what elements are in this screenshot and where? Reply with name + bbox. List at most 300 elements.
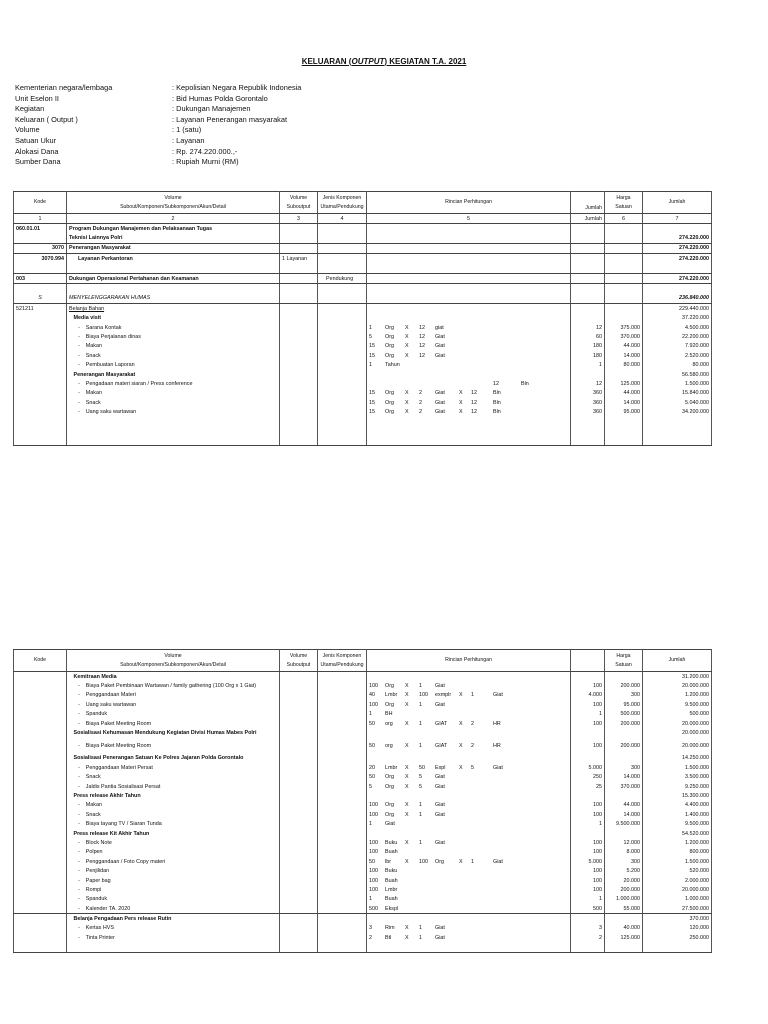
rincian-jumlah-cell — [571, 754, 605, 763]
rincian-token: X — [405, 783, 409, 790]
jumlah-cell: 9.500.000 — [643, 819, 712, 828]
harga-satuan-cell: 14.000 — [605, 810, 643, 819]
jumlah-cell: 1.500.000 — [643, 763, 712, 772]
harga-satuan-cell — [605, 426, 643, 435]
harga-satuan-cell: 500.000 — [605, 710, 643, 719]
jumlah-cell: 500.000 — [643, 710, 712, 719]
rincian-token: X — [405, 390, 409, 397]
table-row — [14, 819, 712, 828]
rincian-token: 100 — [369, 886, 378, 893]
jumlah-cell: 250.000 — [643, 933, 712, 942]
volume-suboutput-cell — [280, 398, 318, 407]
rincian-token: 50 — [419, 764, 425, 771]
rincian-token: Org — [385, 409, 394, 416]
rincian-token — [547, 821, 568, 827]
volume-suboutput-cell — [280, 791, 318, 800]
jenis-komponen-cell — [318, 773, 367, 782]
rincian-jumlah-cell — [571, 426, 605, 435]
rincian-header — [367, 192, 571, 214]
rincian-token: 100 — [369, 811, 378, 818]
rincian-jumlah-cell: 100 — [571, 810, 605, 819]
jumlah-header-text: Jumlah — [668, 199, 686, 205]
jumlah-cell: 236.840.000 — [643, 294, 712, 304]
rincian-jumlah-cell: 500 — [571, 904, 605, 914]
jenis-komponen-cell — [318, 943, 367, 953]
volume-suboutput-cell — [280, 233, 318, 243]
table-row — [14, 360, 712, 369]
jenis-komponen-cell — [318, 370, 367, 379]
jenis-komponen-cell — [318, 691, 367, 700]
kode-cell — [14, 728, 67, 737]
rincian-token — [521, 896, 547, 902]
uraian-text: - Biaya Perjalanan dinas — [69, 333, 141, 340]
harga-satuan-cell — [605, 914, 643, 924]
jenis-komponen-cell — [318, 754, 367, 763]
harga-satuan-cell — [605, 417, 643, 426]
rincian-token: 12 — [419, 352, 425, 359]
kode-cell — [14, 700, 67, 709]
rincian-token: 1 — [419, 701, 422, 708]
rincian-token: X — [405, 934, 409, 941]
rincian-token — [471, 878, 493, 884]
rincian-token: X — [405, 742, 409, 749]
rincian-jumlah-cell — [571, 294, 605, 304]
rincian-token: Org — [385, 774, 394, 781]
rincian-token: exmplr — [435, 692, 452, 699]
harga-satuan-header-text: Satuan — [615, 203, 632, 210]
rincian-token — [471, 784, 493, 790]
rincian-token: Expl — [435, 764, 446, 771]
rincian-token: Org — [385, 333, 394, 340]
rincian-jumlah-cell — [571, 943, 605, 953]
kode-cell: 003 — [14, 273, 67, 283]
meta-value: : Dukungan Manajemen — [172, 104, 251, 114]
rincian-jumlah-cell — [571, 314, 605, 323]
harga-satuan-cell: 370.000 — [605, 782, 643, 791]
uraian-text: Kemitraan Media — [69, 673, 117, 680]
jumlah-cell — [643, 264, 712, 274]
rincian-token — [435, 711, 459, 717]
rincian-token — [471, 925, 493, 931]
rincian-cell — [367, 810, 571, 819]
rincian-jumlah-cell — [571, 914, 605, 924]
rincian-token: X — [459, 764, 463, 771]
rincian-token — [493, 906, 521, 912]
rincian-cell — [367, 763, 571, 772]
uraian-text: Sosialisasi Kehumasan Mendukung Kegiatan Divisi Humas Mabes Polri — [69, 730, 257, 737]
rincian-token: X — [405, 925, 409, 932]
table-row — [14, 379, 712, 388]
volume-suboutput-cell — [280, 700, 318, 709]
jumlah-cell: 520.000 — [643, 866, 712, 875]
rincian-token — [405, 381, 419, 387]
volume-suboutput-cell — [280, 243, 318, 253]
rincian-token — [521, 343, 547, 349]
table-row — [14, 943, 712, 953]
rincian-token — [493, 343, 521, 349]
kode-cell — [14, 426, 67, 435]
rincian-token — [459, 906, 471, 912]
table-row — [14, 398, 712, 407]
rincian-token — [459, 878, 471, 884]
jenis-komponen-cell: Pendukung — [318, 273, 367, 283]
rincian-jumlah-cell: 100 — [571, 801, 605, 810]
rincian-jumlah-cell: 1 — [571, 710, 605, 719]
uraian-cell — [67, 398, 280, 407]
rincian-cell — [367, 323, 571, 332]
jenis-komponen-header-text: Utama/Pendukung — [320, 203, 364, 210]
kode-cell — [14, 389, 67, 398]
rincian-token: Giat — [493, 692, 503, 699]
rincian-header-text: Rincian Perhitungan — [445, 199, 492, 205]
table-row — [14, 904, 712, 914]
rincian-token: 1 — [419, 683, 422, 690]
rincian-cell — [367, 801, 571, 810]
kode-cell — [14, 885, 67, 894]
rincian-cell — [367, 426, 571, 435]
rincian-token — [521, 935, 547, 941]
uraian-text: - Penggandaan / Foto Copy materi — [69, 858, 166, 865]
rincian-token — [471, 821, 493, 827]
kode-cell — [14, 332, 67, 341]
rincian-token — [471, 381, 493, 387]
kode-cell — [14, 672, 67, 682]
uraian-text: - Rompi — [69, 886, 102, 893]
jumlah-cell: 15.840.000 — [643, 389, 712, 398]
jenis-komponen-cell — [318, 857, 367, 866]
volume-suboutput-cell — [280, 360, 318, 369]
volume-suboutput-cell — [280, 436, 318, 446]
rincian-token: org — [385, 742, 393, 749]
rincian-token — [471, 896, 493, 902]
kode-cell: 3070 — [14, 243, 67, 253]
rincian-token — [459, 325, 471, 331]
uraian-text: - Snack — [69, 399, 101, 406]
rincian-cell — [367, 773, 571, 782]
rincian-token — [493, 821, 521, 827]
volume-suboutput-cell — [280, 754, 318, 763]
rincian-token — [547, 868, 568, 874]
rincian-token: Giat — [435, 811, 445, 818]
kode-cell — [14, 738, 67, 754]
rincian-token: HR — [493, 742, 501, 749]
harga-satuan-cell: 125.000 — [605, 933, 643, 942]
jenis-komponen-cell — [318, 360, 367, 369]
rincian-jumlah-cell — [571, 829, 605, 838]
kode-cell — [14, 284, 67, 294]
rincian-token — [471, 868, 493, 874]
rincian-jumlah-cell: 360 — [571, 398, 605, 407]
uraian-text: - Uang saku wartawan — [69, 409, 137, 416]
rincian-token: GIAT — [435, 720, 448, 727]
table-row — [14, 264, 712, 274]
uraian-cell — [67, 738, 280, 754]
uraian-text: - Penggandaan Materi — [69, 692, 136, 699]
rincian-cell — [367, 284, 571, 294]
rincian-token — [547, 849, 568, 855]
harga-satuan-cell: 5.200 — [605, 866, 643, 875]
rincian-token — [493, 353, 521, 359]
rincian-token: Lmbr — [385, 692, 398, 699]
table-row — [14, 829, 712, 838]
kode-cell — [14, 866, 67, 875]
jenis-komponen-cell — [318, 829, 367, 838]
rincian-jumlah-cell — [571, 264, 605, 274]
rincian-jumlah-cell — [571, 233, 605, 243]
jumlah-cell: 4.500.000 — [643, 323, 712, 332]
jumlah-cell: 1.400.000 — [643, 810, 712, 819]
table-row — [14, 838, 712, 847]
volume-suboutput-cell — [280, 389, 318, 398]
rincian-token — [471, 362, 493, 368]
rincian-calc — [369, 878, 568, 884]
volume-suboutput-cell — [280, 264, 318, 274]
uraian-cell — [67, 829, 280, 838]
jenis-komponen-cell — [318, 314, 367, 323]
jumlah-cell: 274.220.000 — [643, 254, 712, 264]
volume-suboutput-header — [280, 650, 318, 672]
harga-satuan-cell — [605, 436, 643, 446]
rincian-token — [521, 325, 547, 331]
rincian-token — [493, 868, 521, 874]
rincian-token: Org — [385, 783, 394, 790]
uraian-cell — [67, 754, 280, 763]
uraian-text: Media visit — [69, 315, 102, 322]
table-row — [14, 323, 712, 332]
volume-suboutput-cell — [280, 407, 318, 416]
harga-satuan-header-text: Harga — [616, 652, 631, 659]
rincian-calc — [369, 711, 568, 717]
uraian-cell — [67, 672, 280, 682]
rincian-token: Btl — [385, 934, 392, 941]
kode-header-text: Kode — [33, 657, 47, 663]
uraian-text: - Snack — [69, 352, 101, 359]
document-meta — [15, 83, 301, 168]
rincian-token: Giat — [385, 821, 395, 828]
rincian-token — [521, 711, 547, 717]
rincian-token: 100 — [369, 849, 378, 856]
jenis-komponen-cell — [318, 904, 367, 914]
table-row — [14, 681, 712, 690]
rincian-token — [521, 840, 547, 846]
kode-cell — [14, 838, 67, 847]
rincian-token: Bln — [493, 399, 501, 406]
rincian-token — [471, 334, 493, 340]
uraian-cell — [67, 866, 280, 875]
kode-cell — [14, 351, 67, 360]
rincian-token: 1 — [419, 720, 422, 727]
kode-cell — [14, 379, 67, 388]
rincian-token — [493, 683, 521, 689]
table-row — [14, 243, 712, 253]
harga-satuan-cell: 12.000 — [605, 838, 643, 847]
rincian-token: 5 — [419, 783, 422, 790]
uraian-cell — [67, 304, 280, 314]
jenis-komponen-cell — [318, 672, 367, 682]
rincian-token: GIAT — [435, 742, 448, 749]
rincian-token — [547, 887, 568, 893]
jenis-komponen-cell — [318, 738, 367, 754]
rincian-jumlah-cell: 250 — [571, 773, 605, 782]
table-row — [14, 773, 712, 782]
rincian-token: 1 — [419, 839, 422, 846]
rincian-token — [521, 390, 547, 396]
rincian-token: 100 — [419, 858, 428, 865]
rincian-token — [385, 381, 405, 387]
jumlah-cell: 20.000.000 — [643, 681, 712, 690]
rincian-cell — [367, 848, 571, 857]
jumlah-header — [643, 192, 712, 214]
jumlah-cell: 1.200.000 — [643, 691, 712, 700]
meta-key: Alokasi Dana — [15, 146, 59, 156]
rincian-calc — [369, 702, 568, 708]
table-row — [14, 848, 712, 857]
rincian-token: 12 — [419, 333, 425, 340]
jumlah-cell — [643, 436, 712, 446]
jenis-komponen-cell — [318, 304, 367, 314]
uraian-text: Belanja Pengadaan Pers release Rutin — [69, 916, 172, 923]
harga-satuan-cell: 200.000 — [605, 885, 643, 894]
kode-cell — [14, 370, 67, 379]
budget-table-page-1 — [13, 191, 712, 446]
rincian-cell — [367, 351, 571, 360]
jumlah-cell: 14.250.000 — [643, 754, 712, 763]
jenis-komponen-cell — [318, 763, 367, 772]
volume-suboutput-header-text: Volume — [289, 194, 308, 201]
harga-satuan-cell — [605, 370, 643, 379]
rincian-cell — [367, 754, 571, 763]
volume-header-text: Subout/Komponen/Subkomponen/Akun/Detail — [120, 661, 226, 668]
rincian-jumlah-cell: 12 — [571, 323, 605, 332]
uraian-cell — [67, 314, 280, 323]
rincian-cell — [367, 904, 571, 914]
rincian-token — [547, 743, 568, 749]
rincian-token — [493, 887, 521, 893]
harga-satuan-cell — [605, 264, 643, 274]
jumlah-cell: 56.580.000 — [643, 370, 712, 379]
rincian-token — [459, 868, 471, 874]
table-row — [14, 389, 712, 398]
uraian-text: - Sarana Kontak — [69, 324, 122, 331]
rincian-header — [367, 650, 571, 672]
uraian-cell — [67, 782, 280, 791]
volume-suboutput-cell — [280, 895, 318, 904]
rincian-token — [419, 362, 435, 368]
rincian-cell — [367, 398, 571, 407]
uraian-text: Dukungan Operasional Pertahanan dan Keamanan — [69, 275, 199, 282]
rincian-jumlah-cell: 100 — [571, 700, 605, 709]
rincian-jumlah-cell — [571, 417, 605, 426]
rincian-token — [419, 887, 435, 893]
kode-cell — [14, 904, 67, 914]
volume-suboutput-cell — [280, 773, 318, 782]
rincian-jumlah-cell: 100 — [571, 719, 605, 728]
rincian-token — [547, 381, 568, 387]
rincian-token: Org — [385, 390, 394, 397]
rincian-cell — [367, 895, 571, 904]
rincian-token — [419, 896, 435, 902]
rincian-token — [521, 784, 547, 790]
harga-satuan-cell: 14.000 — [605, 773, 643, 782]
rincian-token: 12 — [419, 343, 425, 350]
table-row — [14, 738, 712, 754]
rincian-calc — [369, 683, 568, 689]
uraian-cell — [67, 243, 280, 253]
volume-suboutput-cell — [280, 738, 318, 754]
rincian-token — [521, 702, 547, 708]
rincian-token — [435, 906, 459, 912]
rincian-token: X — [405, 399, 409, 406]
rincian-token: 1 — [419, 934, 422, 941]
meta-row — [15, 125, 301, 136]
rincian-token — [405, 906, 419, 912]
harga-satuan-cell: 200.000 — [605, 681, 643, 690]
uraian-cell — [67, 389, 280, 398]
uraian-cell — [67, 728, 280, 737]
volume-suboutput-cell — [280, 819, 318, 828]
rincian-token: 1 — [419, 802, 422, 809]
table-row — [14, 426, 712, 435]
rincian-jumlah-header — [571, 650, 605, 672]
rincian-token: X — [405, 352, 409, 359]
uraian-cell — [67, 895, 280, 904]
jumlah-cell: 27.500.000 — [643, 904, 712, 914]
rincian-token — [547, 840, 568, 846]
rincian-token: Giat — [435, 333, 445, 340]
harga-satuan-cell: 8.000 — [605, 848, 643, 857]
rincian-token — [435, 887, 459, 893]
jumlah-header — [643, 650, 712, 672]
rincian-jumlah-cell: 60 — [571, 332, 605, 341]
table-row — [14, 284, 712, 294]
jumlah-cell: 229.440.000 — [643, 304, 712, 314]
rincian-cell — [367, 914, 571, 924]
volume-suboutput-cell — [280, 294, 318, 304]
rincian-token — [521, 743, 547, 749]
rincian-token: 50 — [369, 774, 375, 781]
jenis-komponen-cell — [318, 407, 367, 416]
harga-satuan-cell — [605, 233, 643, 243]
jenis-komponen-cell — [318, 728, 367, 737]
meta-row — [15, 147, 301, 158]
harga-satuan-cell — [605, 294, 643, 304]
rincian-cell — [367, 819, 571, 828]
rincian-token: 1 — [419, 742, 422, 749]
jumlah-cell: 37.220.000 — [643, 314, 712, 323]
rincian-jumlah-cell: 360 — [571, 389, 605, 398]
rincian-token — [435, 362, 459, 368]
rincian-cell — [367, 672, 571, 682]
jumlah-cell: 20.000.000 — [643, 738, 712, 754]
rincian-cell — [367, 782, 571, 791]
uraian-text: Belanja Bahan — [69, 305, 105, 312]
rincian-token: 1 — [369, 324, 372, 331]
rincian-token — [405, 849, 419, 855]
jenis-komponen-cell — [318, 782, 367, 791]
rincian-token: Giat — [435, 343, 445, 350]
table-header — [14, 650, 712, 672]
rincian-calc — [369, 812, 568, 818]
jenis-komponen-cell — [318, 417, 367, 426]
rincian-token: 2 — [471, 720, 474, 727]
rincian-token: 12 — [471, 390, 477, 397]
rincian-token — [405, 868, 419, 874]
rincian-token — [493, 802, 521, 808]
rincian-token — [521, 400, 547, 406]
kode-cell: 521211 — [14, 304, 67, 314]
harga-satuan-cell: 300 — [605, 857, 643, 866]
harga-satuan-cell — [605, 243, 643, 253]
